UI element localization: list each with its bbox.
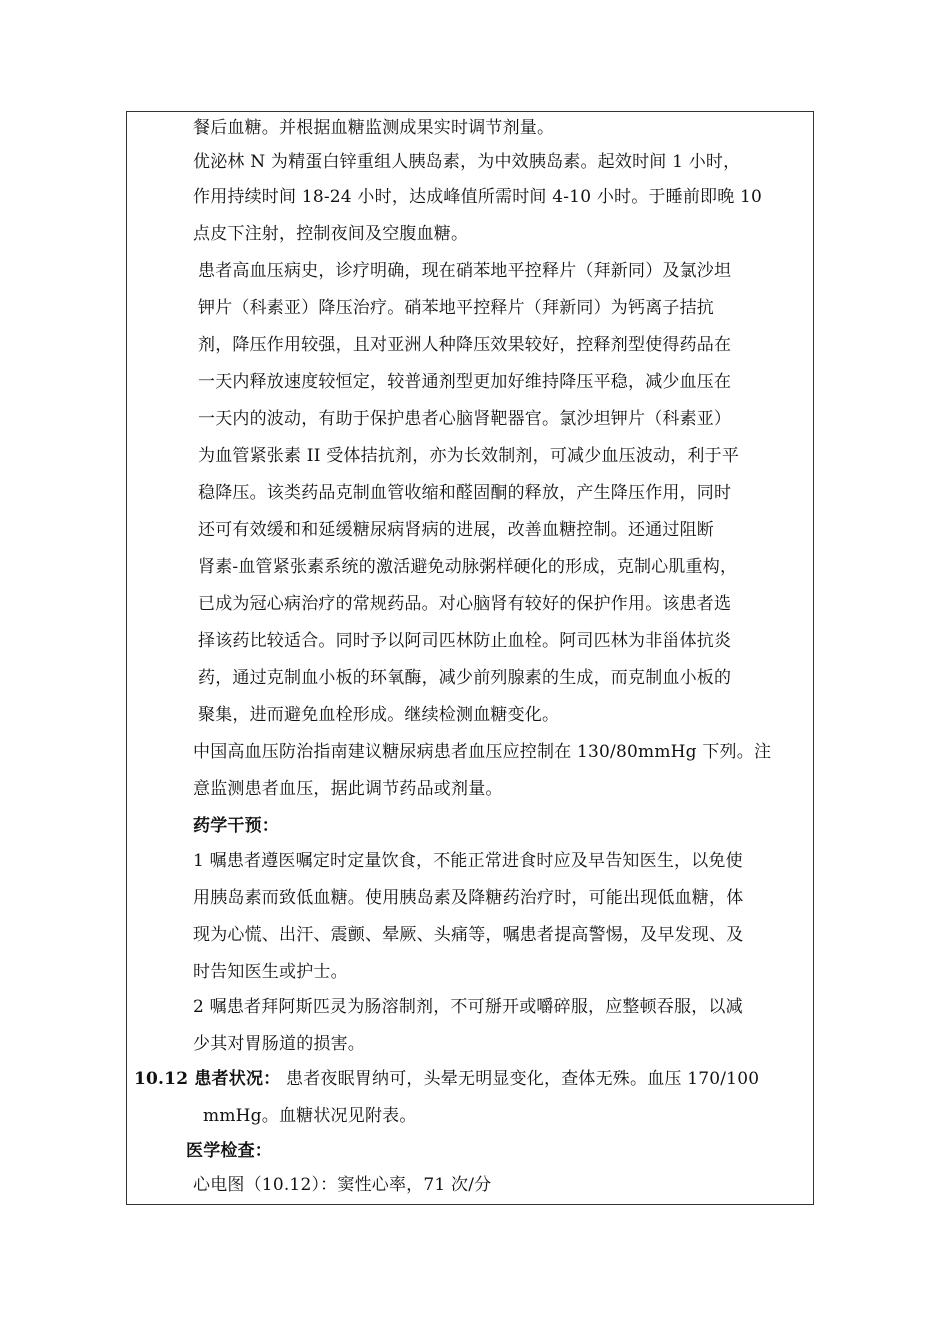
section-heading-medical-exam: 医学检查： <box>186 1141 272 1161</box>
text-line: 心电图（10.12）：窦性心率，71 次/分 <box>193 1175 492 1195</box>
text-line: 优泌林 N 为精蛋白锌重组人胰岛素，为中效胰岛素。起效时间 1 小时， <box>193 152 741 172</box>
text-line: 稳降压。该类药品克制血管收缩和醛固酮的释放，产生降压作用，同时 <box>198 483 732 503</box>
text-line: 患者高血压病史，诊疗明确，现在硝苯地平控释片（拜新同）及氯沙坦 <box>198 261 732 281</box>
text-line: 为血管紧张素 II 受体拮抗剂，亦为长效制剂，可减少血压波动，利于平 <box>198 446 740 466</box>
text-line: 聚集，进而避免血栓形成。继续检测血糖变化。 <box>198 705 560 725</box>
text-line: 剂，降压作用较强，且对亚洲人种降压效果较好，控释剂型使得药品在 <box>198 335 732 355</box>
text-line: 作用持续时间 18-24 小时，达成峰值所需时间 4-10 小时。于睡前即晚 10 <box>193 187 763 207</box>
text-line: mmHg。血糖状况见附表。 <box>203 1106 417 1126</box>
text-line: 钾片（科素亚）降压治疗。硝苯地平控释片（拜新同）为钙离子拮抗 <box>198 298 714 318</box>
date-heading-patient-status: 10.12 患者状况： <box>134 1069 281 1089</box>
text-line: 意监测患者血压，据此调节药品或剂量。 <box>193 779 503 799</box>
text-line: 患者夜眠胃纳可，头晕无明显变化，查体无殊。血压 170/100 <box>286 1069 760 1089</box>
text-line: 少其对胃肠道的损害。 <box>193 1034 365 1054</box>
text-line: 一天内释放速度较恒定，较普通剂型更加好维持降压平稳，减少血压在 <box>198 372 732 392</box>
text-line: 餐后血糖。并根据血糖监测成果实时调节剂量。 <box>193 118 555 138</box>
text-line: 药，通过克制血小板的环氧酶，减少前列腺素的生成，而克制血小板的 <box>198 668 732 688</box>
text-line: 2 嘱患者拜阿斯匹灵为肠溶制剂，不可掰开或嚼碎服，应整顿吞服，以减 <box>193 997 743 1017</box>
text-line: 点皮下注射，控制夜间及空腹血糖。 <box>193 224 469 244</box>
text-line: 还可有效缓和和延缓糖尿病肾病的进展，改善血糖控制。还通过阻断 <box>198 520 714 540</box>
text-line: 中国高血压防治指南建议糖尿病患者血压应控制在 130/80mmHg 下列。注 <box>193 742 772 762</box>
text-line: 时告知医生或护士。 <box>193 962 348 982</box>
text-line: 择该药比较适合。同时予以阿司匹林防止血栓。阿司匹林为非甾体抗炎 <box>198 631 732 651</box>
text-line: 1 嘱患者遵医嘱定时定量饮食，不能正常进食时应及早告知医生，以免使 <box>193 851 743 871</box>
text-line: 用胰岛素而致低血糖。使用胰岛素及降糖药治疗时，可能出现低血糖，体 <box>193 888 744 908</box>
text-line: 肾素-血管紧张素系统的激活避免动脉粥样硬化的形成，克制心肌重构， <box>198 557 738 577</box>
text-line: 现为心慌、出汗、震颤、晕厥、头痛等，嘱患者提高警惕，及早发现、及 <box>193 925 744 945</box>
text-line: 已成为冠心病治疗的常规药品。对心脑肾有较好的保护作用。该患者选 <box>198 594 732 614</box>
text-line: 一天内的波动，有助于保护患者心脑肾靶器官。氯沙坦钾片（科素亚） <box>198 409 732 429</box>
section-heading-pharmacy-intervention: 药学干预： <box>193 816 279 836</box>
